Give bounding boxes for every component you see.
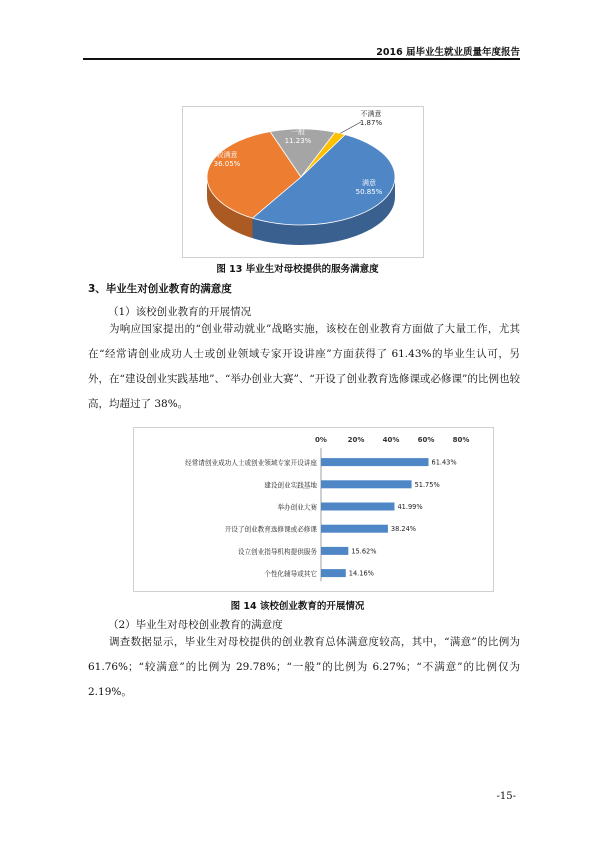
pie-slice-value-label: 1.87%	[359, 119, 383, 127]
pie-slice-label: 满意	[362, 179, 376, 187]
figure-14-caption: 图 14 该校创业教育的开展情况	[230, 601, 365, 612]
bar	[321, 503, 394, 511]
subsection-2-heading: （2）毕业生对母校创业教育的满意度	[108, 619, 283, 631]
category-label: 设立创业指导机构提供服务	[237, 547, 317, 556]
category-label: 经常请创业成功人士或创业领域专家开设讲座	[185, 459, 317, 468]
x-tick-label: 60%	[417, 436, 435, 444]
pie-chart-frame	[182, 106, 424, 258]
figure-13-caption: 图 13 毕业生对母校提供的服务满意度	[216, 264, 379, 275]
pie-slice-label: 一般	[291, 128, 305, 136]
category-label: 开设了创业教育选修课或必修课	[224, 525, 317, 534]
pie-slice-label: 不满意	[360, 110, 382, 118]
x-tick-label: 0%	[315, 436, 327, 444]
paragraph-1: 为响应国家提出的“创业带动就业”战略实施，该校在创业教育方面做了大量工作，尤其在“经常请创业成功人士或创业领域专家开设讲座”方面获得了 61.43%的毕业生认可，另外，在“建设创业实践基地”、“举办创业大赛”、“开设了创业教育选修课或必修课”的比例也较高，均超过了 38%。	[88, 323, 520, 410]
header-rule	[83, 58, 520, 60]
x-tick-label: 20%	[347, 436, 365, 444]
bar	[321, 458, 429, 466]
page-number: -15-	[496, 791, 516, 802]
bar-value-label: 14.16%	[348, 569, 374, 578]
pie-slice-value-label: 36.05%	[213, 160, 241, 168]
subsection-1-heading: （1）该校创业教育的开展情况	[108, 306, 252, 318]
bar-chart-frame	[133, 427, 494, 592]
bar-value-label: 15.62%	[351, 547, 377, 556]
pie-slice-value-label: 11.23%	[284, 137, 312, 145]
pie-slice-value-label: 50.85%	[355, 188, 383, 196]
bar	[321, 525, 388, 533]
bar-value-label: 51.75%	[414, 480, 440, 489]
bar	[321, 547, 348, 555]
pie-slice-label: 较满意	[216, 151, 238, 159]
category-label: 个性化辅导或其它	[264, 570, 317, 579]
pie-leader-line	[340, 122, 361, 133]
bar	[321, 480, 412, 488]
bar-value-label: 61.43%	[431, 458, 457, 467]
bar	[321, 569, 346, 577]
x-tick-label: 80%	[452, 436, 470, 444]
category-label: 举办创业大赛	[277, 503, 317, 512]
x-tick-label: 40%	[382, 436, 400, 444]
report-header: 2016 届毕业生就业质量年度报告	[376, 47, 520, 58]
bar-value-label: 41.99%	[397, 503, 423, 511]
category-label: 建设创业实践基地	[264, 481, 317, 490]
paragraph-2: 调查数据显示，毕业生对母校提供的创业教育总体满意度较高，其中，“满意”的比例为 61.76%；“较满意”的比例为 29.78%；“一般”的比例为 6.27%；“不满意”的比例仅为 2.19%。	[88, 636, 520, 698]
bar-value-label: 38.24%	[390, 525, 417, 534]
satisfaction-pie-chart	[183, 107, 423, 257]
section-3-heading: 3、毕业生对创业教育的满意度	[88, 283, 232, 295]
entrepreneurship-bar-chart	[134, 428, 493, 591]
